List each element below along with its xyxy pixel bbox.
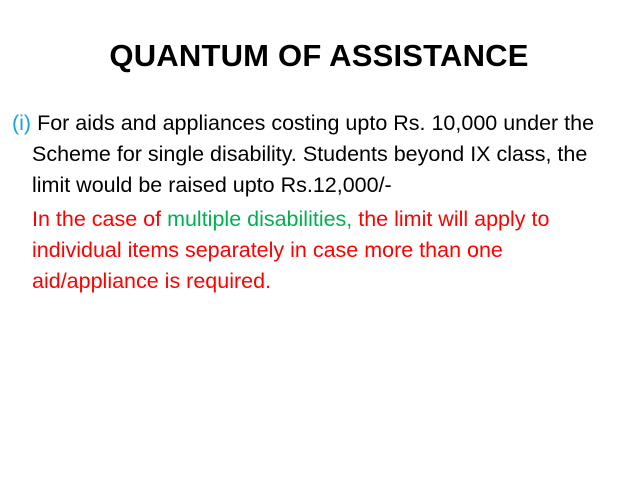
multiple-disabilities-highlight: multiple disabilities, — [167, 207, 353, 231]
item-marker: (i) — [12, 111, 32, 135]
slide-title: QUANTUM OF ASSISTANCE — [109, 38, 529, 73]
paragraph-multiple-disabilities — [12, 204, 622, 297]
paragraph-assistance-limit-text: For aids and appliances costing upto Rs. 10,000 under the Scheme for single disability. Students beyond IX class, the limit would be raised upto Rs.12,000/- — [31, 111, 595, 197]
paragraph-assistance-limit — [12, 108, 622, 201]
slide-body — [12, 108, 622, 297]
paragraph-multiple-disabilities-lead: In the case of — [32, 207, 168, 231]
paragraph-multiple-disabilities-tail: the limit will apply to individual items separately in case more than one aid/appliance is required. — [32, 207, 550, 293]
